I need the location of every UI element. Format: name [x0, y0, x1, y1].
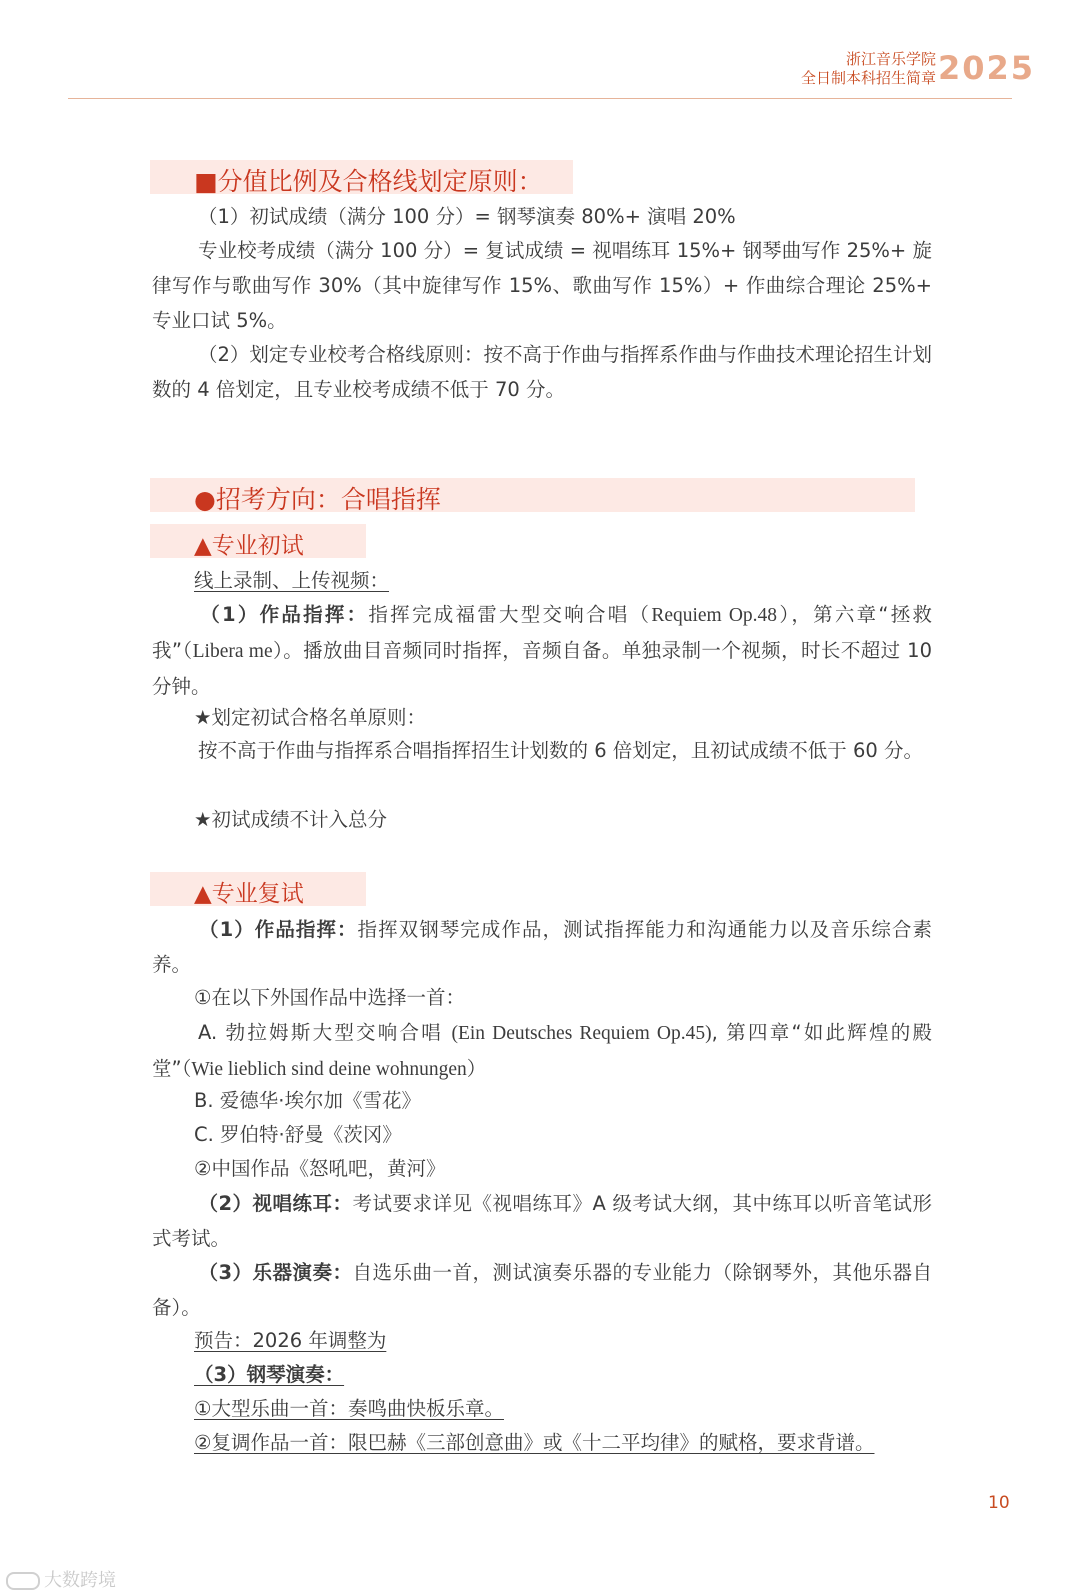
section1-paragraph-3: （2）划定专业校考合格线原则：按不高于作曲与指挥系作曲与作曲技术理论招生计划数的 4 倍划定，且专业校考成绩不低于 70 分。	[152, 343, 932, 401]
chinese-work: ②中国作品《怒吼吧，黄河》	[194, 1157, 446, 1180]
retest-item-2: （2）视唱练耳：考试要求详见《视唱练耳》A 级考试大纲，其中练耳以听音笔试形式考试。	[152, 1192, 932, 1250]
watermark-text: 大数跨境	[44, 1570, 116, 1591]
header-school-block	[801, 50, 936, 88]
page-number: 10	[988, 1493, 1010, 1513]
header-year: 2025	[938, 49, 1036, 87]
retest-item-1: （1）作品指挥：指挥双钢琴完成作品，测试指挥能力和沟通能力以及音乐综合素养。	[152, 918, 932, 976]
header-divider	[68, 98, 1012, 99]
notice-2026: 预告：2026 年调整为	[194, 1329, 387, 1352]
watermark-logo-icon	[6, 1572, 40, 1590]
option-c: C. 罗伯特·舒曼《茨冈》	[194, 1123, 402, 1146]
header-school-name: 浙江音乐学院	[845, 50, 936, 68]
initial-item-1: （1）作品指挥：指挥完成福雷大型交响合唱（Requiem Op.48），第六章“拯救我”（Libera me）。播放曲目音频同时指挥，音频自备。单独录制一个视频，时长不超过 10 分钟。	[152, 603, 932, 698]
option-b: B. 爱德华·埃尔加《雪花》	[194, 1089, 421, 1112]
retest-heading: ▲专业复试	[194, 881, 304, 907]
watermark	[6, 1566, 116, 1592]
initial-rule-title: ★划定初试合格名单原则：	[194, 706, 426, 729]
piano-label: （3）钢琴演奏：	[194, 1363, 345, 1386]
option-a: A. 勃拉姆斯大型交响合唱 (Ein Deutsches Requiem Op.45), 第四章“如此辉煌的殿堂”（Wie lieblich sind deine wohnungen）	[152, 1021, 933, 1080]
section1-paragraph-2: 专业校考成绩（满分 100 分）= 复试成绩 = 视唱练耳 15%+ 钢琴曲写作 25%+ 旋律写作与歌曲写作 30%（其中旋律写作 15%、歌曲写作 15%）+ 作曲综合理论 25%+ 专业口试 5%。	[152, 239, 932, 332]
initial-heading: ▲专业初试	[194, 533, 304, 559]
section2-heading: ●招考方向：合唱指挥	[194, 485, 441, 514]
initial-note: ★初试成绩不计入总分	[194, 808, 387, 831]
piano-item-2: ②复调作品一首：限巴赫《三部创意曲》或《十二平均律》的赋格，要求背谱。	[194, 1431, 875, 1454]
section1-heading: ■分值比例及合格线划定原则：	[194, 167, 543, 196]
section1-paragraph-1: （1）初试成绩（满分 100 分）= 钢琴演奏 80%+ 演唱 20%	[198, 205, 736, 228]
online-recording-label: 线上录制、上传视频：	[194, 569, 390, 592]
initial-rule-text: 按不高于作曲与指挥系合唱指挥招生计划数的 6 倍划定，且初试成绩不低于 60 分。	[198, 739, 924, 762]
retest-item-3: （3）乐器演奏：自选乐曲一首，测试演奏乐器的专业能力（除钢琴外，其他乐器自备）。	[152, 1261, 932, 1319]
foreign-works-intro: ①在以下外国作品中选择一首：	[194, 986, 465, 1009]
piano-item-1: ①大型乐曲一首：奏鸣曲快板乐章。	[194, 1397, 504, 1420]
header-subtitle: 全日制本科招生简章	[800, 69, 936, 87]
